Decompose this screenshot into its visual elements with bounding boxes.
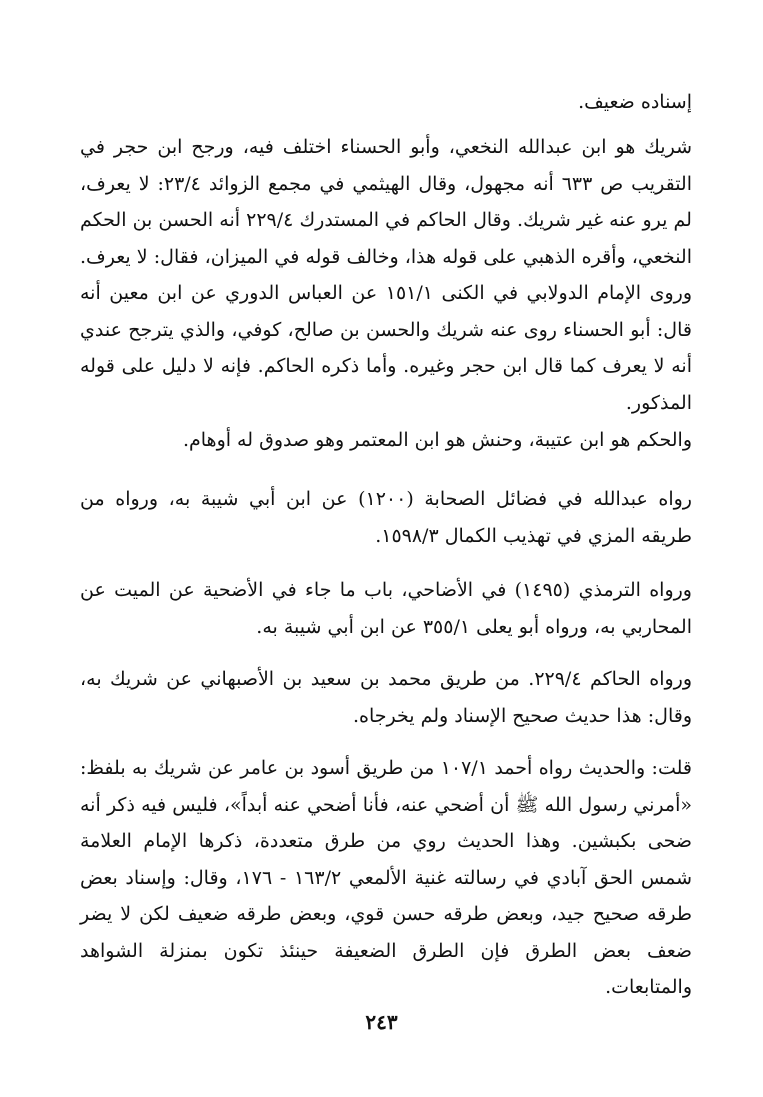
paragraph-abdullah-narration	[80, 481, 692, 554]
paragraph-ahmad-narration	[80, 750, 692, 1006]
paragraph-text: شريك هو ابن عبدالله النخعي، وأبو الحسناء اختلف فيه، ورجح ابن حجر في التقريب ص ٦٣٣ أنه مجهول، وقال الهيثمي في مجمع الزوائد ٢٣/٤: لا يعرف، لم يرو عنه غير شريك. وقال الحاكم في المستدرك ٢٢٩/٤ أنه الحسن بن الحكم النخعي، وأقره الذهبي على قوله هذا، وخالف قوله في الميزان، فقال: لا يعرف. وروى الإمام الدولابي في الكنى ١٥١/١ عن العباس الدوري عن ابن معين أنه قال: أبو الحسناء روى عنه شريك والحسن بن صالح، كوفي، والذي يترجح عندي أنه لا يعرف كما قال ابن حجر وغيره. وأما ذكره الحاكم. فإنه لا دليل على قوله المذكور.	[80, 136, 692, 414]
page-number: ٢٤٣	[365, 1010, 398, 1034]
paragraph-text: رواه عبدالله في فضائل الصحابة (١٢٠٠) عن ابن أبي شيبة به، ورواه من طريقه المزي في تهذيب الكمال ١٥٩٨/٣.	[80, 488, 692, 547]
paragraph-weak-chain	[80, 84, 692, 121]
paragraph-hakam-note	[80, 422, 692, 459]
paragraph-text: والحكم هو ابن عتيبة، وحنش هو ابن المعتمر وهو صدوق له أوهام.	[182, 429, 692, 451]
paragraph-text: ورواه الترمذي (١٤٩٥) في الأضاحي، باب ما جاء في الأضحية عن الميت عن المحاربي به، ورواه أبو يعلى ٣٥٥/١ عن ابن أبي شيبة به.	[80, 579, 692, 638]
paragraph-hakim-narration	[80, 661, 692, 734]
paragraph-text: قلت: والحديث رواه أحمد ١٠٧/١ من طريق أسود بن عامر عن شريك به بلفظ: «أمرني رسول الله ﷺ أن أضحي عنه، فأنا أضحي عنه أبداً»، فليس فيه ذكر أنه ضحى بكبشين. وهذا الحديث روي من طرق متعددة، ذكرها الإمام العلامة شمس الحق آبادي في رسالته غنية الألمعي ١٦٣/٢ - ١٧٦، وقال: وإسناد بعض طرقه صحيح جيد، وبعض طرقه حسن قوي، وبعض طرقه ضعيف لكن لا يضر ضعف بعض الطرق فإن الطرق الضعيفة حينئذ تكون بمنزلة الشواهد والمتابعات.	[80, 757, 693, 998]
paragraph-tirmidhi-narration	[80, 572, 692, 645]
paragraph-text: إسناده ضعيف.	[578, 91, 692, 113]
paragraph-sharik-note	[80, 129, 692, 421]
paragraph-text: ورواه الحاكم ٢٢٩/٤. من طريق محمد بن سعيد بن الأصبهاني عن شريك به، وقال: هذا حديث صحيح الإسناد ولم يخرجاه.	[80, 668, 693, 727]
